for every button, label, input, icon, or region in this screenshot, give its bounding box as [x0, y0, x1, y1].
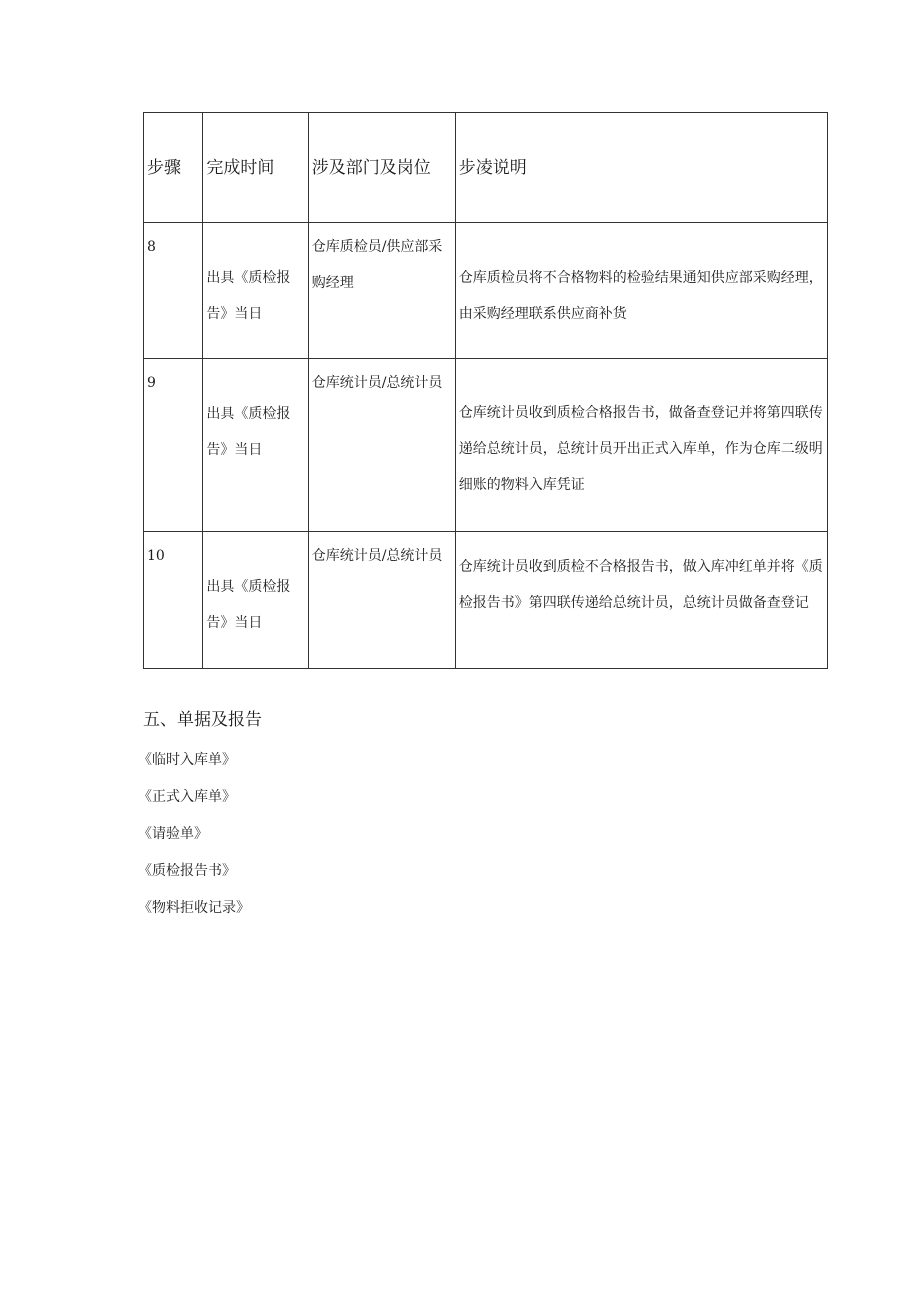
step-description: 仓库质检员将不合格物料的检验结果通知供应部采购经理，由采购经理联系供应商补货: [455, 223, 827, 359]
header-time: 完成时间: [203, 113, 308, 223]
list-item: 《请验单》: [138, 826, 208, 842]
department: 仓库统计员/总统计员: [308, 532, 455, 669]
table-row: [144, 223, 828, 359]
department: 仓库统计员/总统计员: [308, 359, 455, 532]
table-row: [144, 359, 828, 532]
step-description: 仓库统计员收到质检不合格报告书，做入库冲红单并将《质检报告书》第四联传递给总统计员，总统计员做备查登记: [455, 532, 827, 669]
documents-section: [138, 706, 743, 927]
step-number: 8: [144, 223, 203, 359]
section-title: 五、单据及报告: [143, 710, 262, 730]
step-number: 10: [144, 532, 203, 669]
step-description: 仓库统计员收到质检合格报告书，做备查登记并将第四联传递给总统计员，总统计员开出正式入库单，作为仓库二级明细账的物料入库凭证: [455, 359, 827, 532]
procedure-table: [143, 112, 828, 669]
department: 仓库质检员/供应部采购经理: [308, 223, 455, 359]
header-desc: 步凌说明: [455, 113, 827, 223]
table-row: [144, 532, 828, 669]
list-item: 《临时入库单》: [138, 752, 236, 768]
table-header-row: [144, 113, 828, 223]
header-step: 步骤: [144, 113, 203, 223]
completion-time: 出具《质检报告》当日: [203, 359, 308, 532]
list-item: 《物料拒收记录》: [138, 900, 250, 916]
document-list: [138, 742, 743, 927]
list-item: 《质检报告书》: [138, 863, 236, 879]
header-dept: 涉及部门及岗位: [308, 113, 455, 223]
step-number: 9: [144, 359, 203, 532]
completion-time: 出具《质检报告》当日: [203, 223, 308, 359]
completion-time: 出具《质检报告》当日: [203, 532, 308, 669]
list-item: 《正式入库单》: [138, 789, 236, 805]
